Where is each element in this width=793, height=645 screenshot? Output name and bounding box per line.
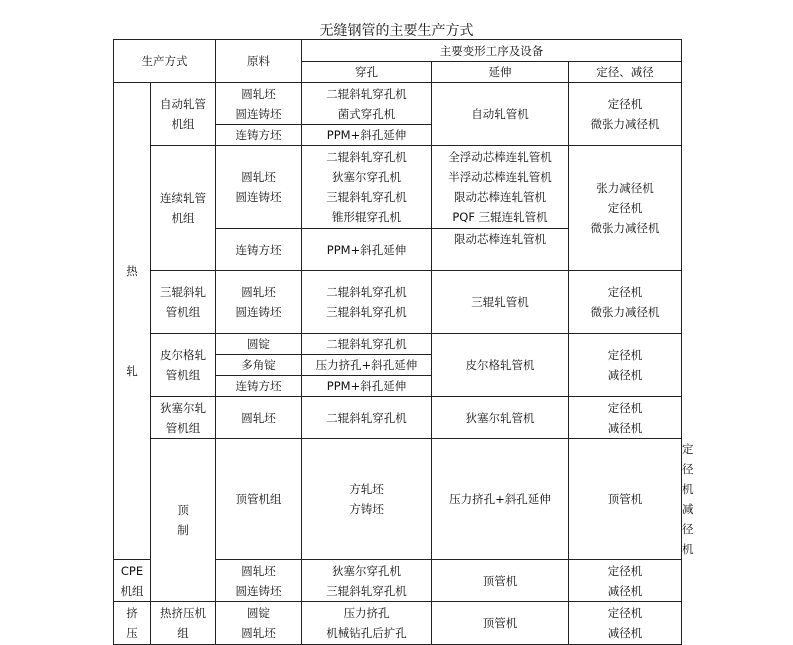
cell-material: 方轧坯 方铸坯 (302, 439, 432, 560)
cell-sizing: 定径机 减径机 (569, 397, 682, 439)
cell-elongation: 全浮动芯棒连轧管机 半浮动芯棒连轧管机 限动芯棒连轧管机 PQF 三辊连轧管机 (432, 146, 569, 229)
cell-piercing: 二辊斜轧穿孔机 三辊斜轧穿孔机 (302, 271, 432, 334)
header-sizing: 定径、减径 (569, 62, 682, 83)
production-methods-table (113, 39, 694, 645)
header-piercing: 穿孔 (302, 62, 432, 83)
unit-continuous: 连续轧管 机组 (151, 146, 216, 271)
category-push: 顶 制 (151, 439, 216, 602)
cell-sizing: 定径机 微张力减径机 (569, 271, 682, 334)
cell-sizing: 定径机 微张力减径机 (569, 83, 682, 146)
unit-push-bench: 顶管机组 (216, 439, 302, 560)
category-hot-rolling: 热 轧 (114, 83, 151, 560)
cell-piercing: 二辊斜轧穿孔机 菌式穿孔机 (302, 83, 432, 125)
header-method: 生产方式 (114, 40, 216, 83)
unit-diescher: 狄塞尔轧 管机组 (151, 397, 216, 439)
cell-material: 圆轧坯 圆连铸坯 (216, 271, 302, 334)
cell-piercing: PPM+斜孔延伸 (302, 229, 432, 271)
cell-material: 多角锭 (216, 355, 302, 376)
cell-sizing: 定径机 减径机 (569, 334, 682, 397)
table-row (114, 334, 682, 355)
cell-piercing: PPM+斜孔延伸 (302, 125, 432, 146)
cell-piercing: 二辊斜轧穿孔机 (302, 397, 432, 439)
cell-piercing: 二辊斜轧穿孔机 (302, 334, 432, 355)
unit-auto: 自动轧管 机组 (151, 83, 216, 146)
table-row (114, 271, 682, 334)
unit-extruder: 热挤压机 组 (151, 602, 216, 645)
cell-material: 连铸方坯 (216, 229, 302, 271)
cell-material: 连铸方坯 (216, 125, 302, 146)
category-extrusion: 挤 压 (114, 602, 151, 645)
cell-material: 圆轧坯 圆连铸坯 (216, 146, 302, 229)
cell-piercing: 压力挤孔+斜孔延伸 (302, 355, 432, 376)
table-row (114, 146, 682, 229)
table-row: 顶 制 顶管机组 方轧坯 方铸坯 压力挤孔+斜孔延伸 顶管机 定径机 减径机 (114, 439, 682, 560)
cell-material: 圆锭 圆轧坯 (216, 602, 302, 645)
cell-sizing: 定径机 减径机 (569, 560, 682, 602)
header-row (114, 40, 682, 62)
cell-elongation: 三辊轧管机 (432, 271, 569, 334)
cell-elongation: 顶管机 (569, 439, 682, 560)
cell-material: 圆锭 (216, 334, 302, 355)
cell-elongation: 皮尔格轧管机 (432, 334, 569, 397)
unit-three-roll: 三辊斜轧 管机组 (151, 271, 216, 334)
unit-cpe: CPE 机组 (114, 560, 151, 602)
cell-material: 连铸方坯 (216, 376, 302, 397)
cell-sizing: 张力减径机 定径机 微张力减径机 (569, 146, 682, 271)
table-row (114, 397, 682, 439)
cell-piercing: 二辊斜轧穿孔机 狄塞尔穿孔机 三辊斜轧穿孔机 锥形辊穿孔机 (302, 146, 432, 229)
cell-elongation: 顶管机 (432, 602, 569, 645)
header-elongation: 延伸 (432, 62, 569, 83)
cell-elongation: 自动轧管机 (432, 83, 569, 146)
cell-material: 圆轧坯 (216, 397, 302, 439)
cell-sizing: 定径机 减径机 (569, 602, 682, 645)
cell-piercing: 狄塞尔穿孔机 三辊斜轧穿孔机 (302, 560, 432, 602)
cell-piercing: 压力挤孔+斜孔延伸 (432, 439, 569, 560)
cell-piercing: PPM+斜孔延伸 (302, 376, 432, 397)
cell-elongation: 限动芯棒连轧管机 (432, 229, 569, 271)
header-material: 原料 (216, 40, 302, 83)
cell-elongation: 狄塞尔轧管机 (432, 397, 569, 439)
cell-material: 圆轧坯 圆连铸坯 (216, 560, 302, 602)
table-row (114, 83, 682, 125)
cell-piercing: 压力挤孔 机械钻孔后扩孔 (302, 602, 432, 645)
table-row (114, 602, 682, 645)
header-process-group: 主要变形工序及设备 (302, 40, 682, 62)
cell-material: 圆轧坯 圆连铸坯 (216, 83, 302, 125)
cell-elongation: 顶管机 (432, 560, 569, 602)
unit-pilger: 皮尔格轧 管机组 (151, 334, 216, 397)
document-title: 无缝钢管的主要生产方式 (319, 23, 474, 39)
